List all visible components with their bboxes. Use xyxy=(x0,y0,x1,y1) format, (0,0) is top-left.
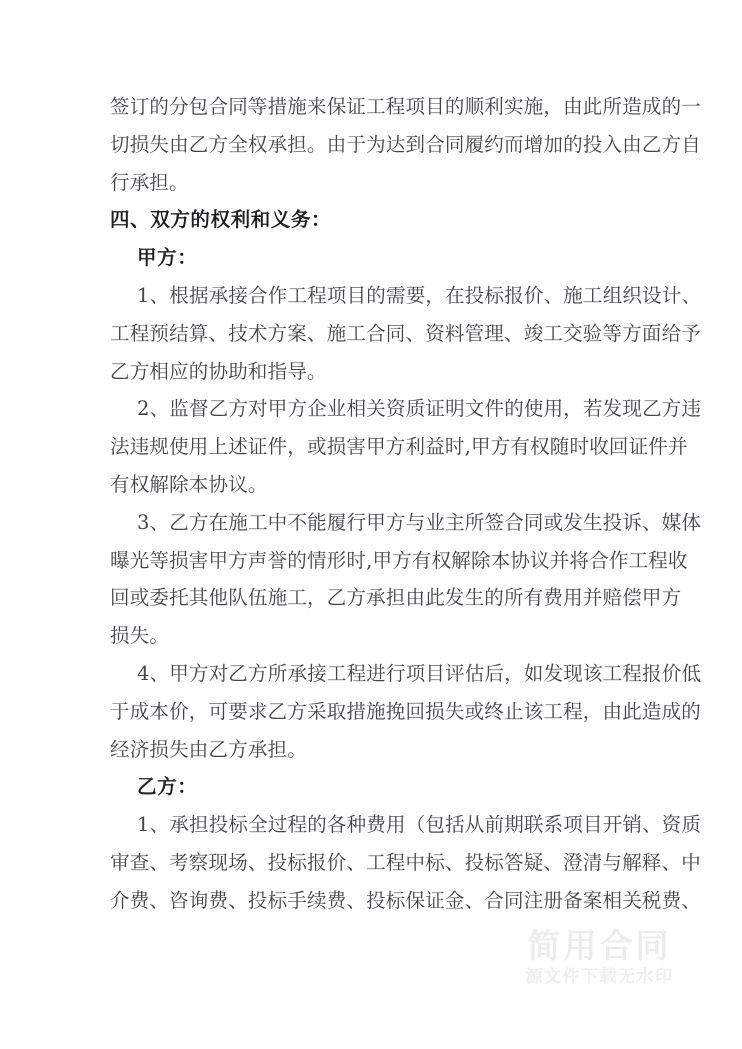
text-line: 法违规使用上述证件，或损害甲方利益时,甲方有权随时收回证件并 xyxy=(110,435,688,459)
text-line: 1、承担投标全过程的各种费用（包括从前期联系项目开销、资质 xyxy=(137,813,702,837)
watermark xyxy=(487,928,712,998)
text-line: 工程预结算、技术方案、施工合同、资料管理、竣工交验等方面给予 xyxy=(110,321,702,345)
text-line: 切损失由乙方全权承担。由于为达到合同履约而增加的投入由乙方自 xyxy=(110,132,702,156)
text-line: 介费、咨询费、投标手续费、投标保证金、合同注册备案相关税费、 xyxy=(110,888,702,912)
text-line: 4、甲方对乙方所承接工程进行项目评估后，如发现该工程报价低 xyxy=(137,661,702,685)
text-line: 于成本价，可要求乙方采取措施挽回损失或终止该工程，由此造成的 xyxy=(110,699,702,723)
watermark-sub-text: 源文件下载无水印 xyxy=(525,967,674,987)
text-line: 3、乙方在施工中不能履行甲方与业主所签合同或发生投诉、媒体 xyxy=(137,510,702,534)
text-line: 曝光等损害甲方声誉的情形时,甲方有权解除本协议并将合作工程收 xyxy=(110,548,688,572)
text-line: 签订的分包合同等措施来保证工程项目的顺利实施，由此所造成的一 xyxy=(110,95,702,118)
text-line: 回或委托其他队伍施工，乙方承担由此发生的所有费用并赔偿甲方 xyxy=(110,586,682,610)
text-line: 2、监督乙方对甲方企业相关资质证明文件的使用，若发现乙方违 xyxy=(137,397,702,421)
watermark-main-text: 简用合同 xyxy=(527,926,672,965)
document-text-body xyxy=(110,88,702,920)
section-heading: 四、双方的权利和义务： xyxy=(110,208,332,232)
text-line: 乙方相应的协助和指导。 xyxy=(110,359,327,383)
text-line: 1、根据承接合作工程项目的需要，在投标报价、施工组织设计、 xyxy=(137,283,702,307)
text-line: 行承担。 xyxy=(110,170,189,194)
party-subheading: 乙方： xyxy=(137,775,198,799)
text-line: 审查、考察现场、投标报价、工程中标、投标答疑、澄清与解释、中 xyxy=(110,850,702,874)
text-line: 有权解除本协议。 xyxy=(110,472,268,496)
text-line: 经济损失由乙方承担。 xyxy=(110,737,308,761)
text-line: 损失。 xyxy=(110,624,170,648)
party-subheading: 甲方： xyxy=(137,246,198,270)
